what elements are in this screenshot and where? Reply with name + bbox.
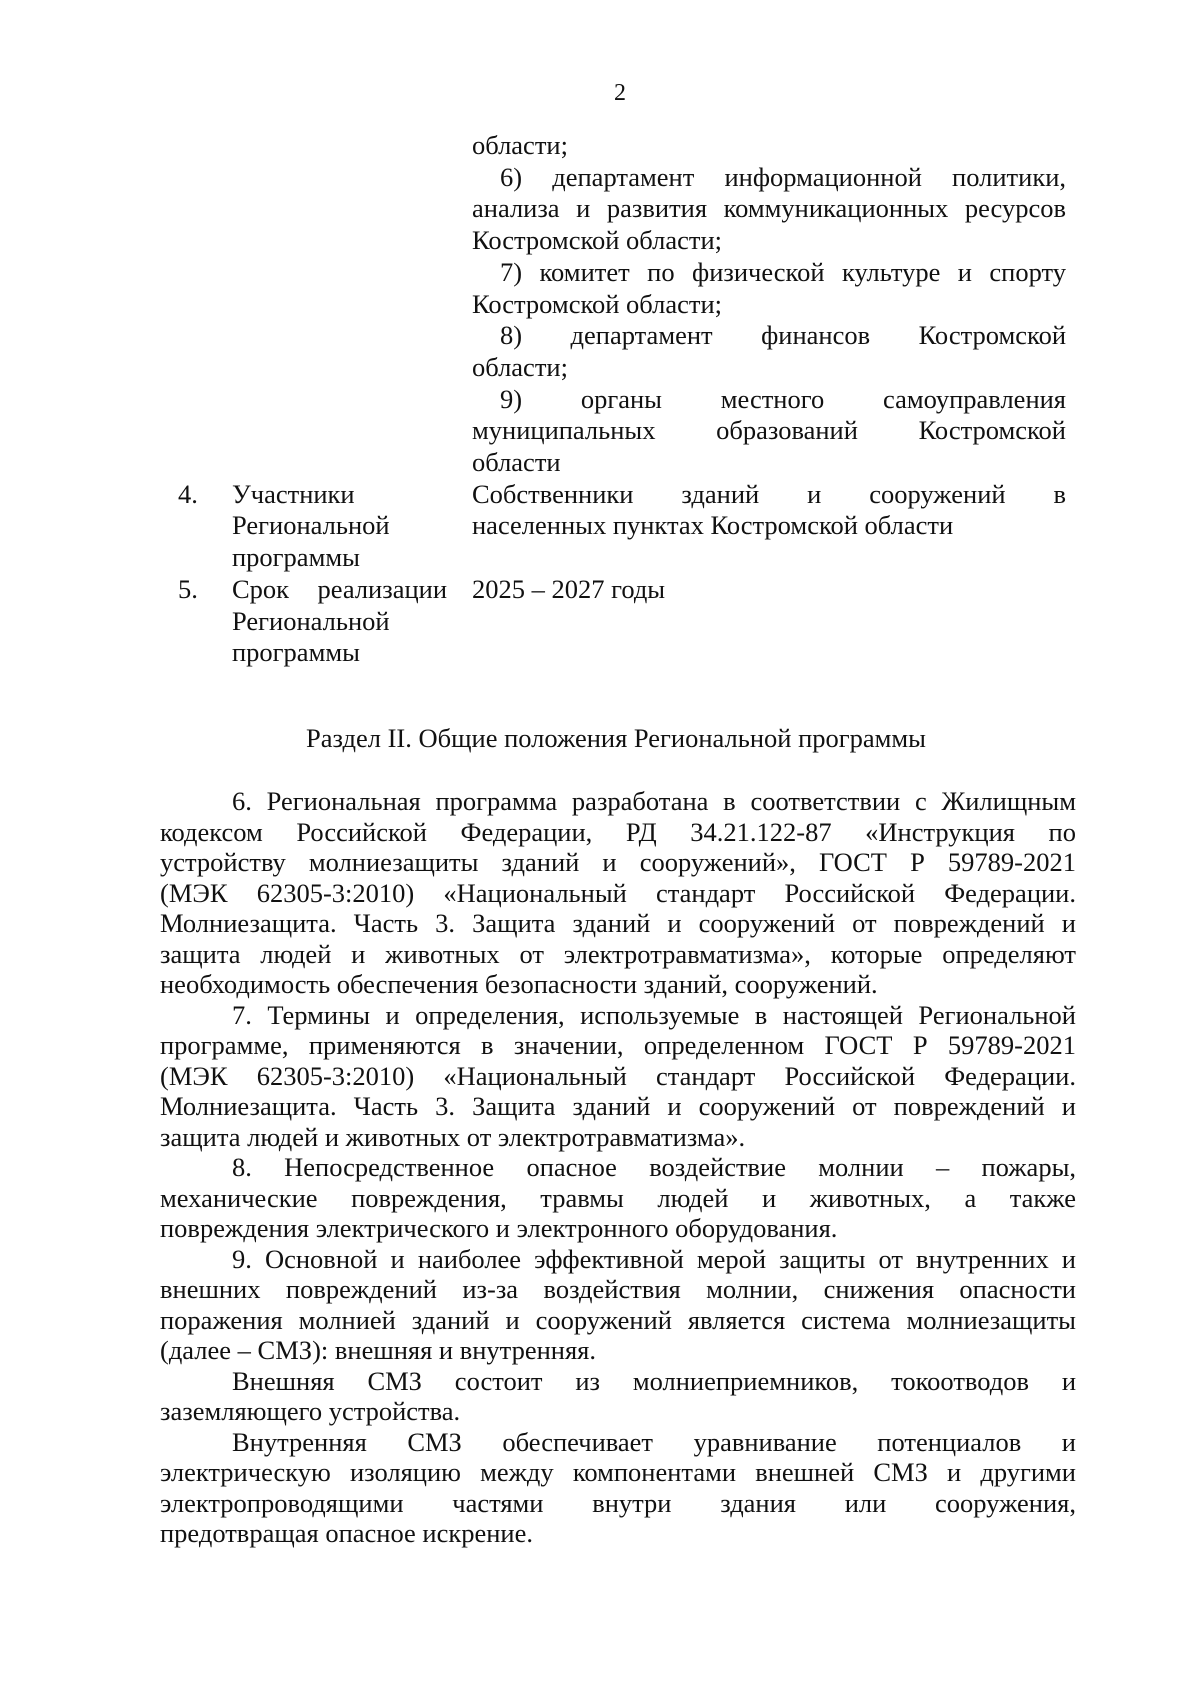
body-line: 6. Региональная программа разработана в соответствии с Жилищным <box>232 786 1076 816</box>
table-text-line: 7) комитет по физической культуре и спорту <box>500 256 1066 287</box>
body-line: Молниезащита. Часть 3. Защита зданий и сооружений от повреждений и <box>160 1091 1076 1121</box>
row-value-line: Собственники зданий и сооружений в <box>472 478 1066 509</box>
row-number: 5. <box>178 573 198 604</box>
table-text-line: области; <box>472 130 568 160</box>
table-text-line: Костромской области; <box>472 288 722 319</box>
row-name <box>232 479 447 574</box>
passport-table <box>0 130 1200 669</box>
body-line: программе, применяются в значении, определенном ГОСТ Р 59789-2021 <box>160 1030 1076 1060</box>
row-number: 4. <box>178 478 198 509</box>
row-name-line: программы <box>232 542 360 573</box>
row-name-line: Региональной <box>232 605 390 636</box>
body-line: 7. Термины и определения, используемые в настоящей Региональной <box>232 999 1076 1030</box>
continuation-cell <box>472 130 1066 479</box>
body-line: механические повреждения, травмы людей и животных, а также <box>160 1182 1076 1213</box>
body-line: защита людей и животных от электротравматизма», которые определяют <box>160 938 1076 969</box>
body-line: Внутренняя СМЗ обеспечивает уравнивание потенциалов и <box>232 1426 1076 1457</box>
table-text-line: муниципальных образований Костромской <box>472 415 1066 446</box>
row-value <box>472 574 1066 606</box>
body-line: необходимость обеспечения безопасности зданий, сооружений. <box>160 969 878 999</box>
body-line: Молниезащита. Часть 3. Защита зданий и сооружений от повреждений и <box>160 908 1076 938</box>
row-name-line: Региональной <box>232 510 390 541</box>
body-line: (МЭК 62305-3:2010) «Национальный стандарт Российской Федерации. <box>160 1060 1076 1091</box>
row-name-line: Участники <box>232 478 355 509</box>
row-name-line: Срок реализации <box>232 573 447 604</box>
body-line: защита людей и животных от электротравматизма». <box>160 1121 746 1152</box>
table-row <box>0 574 1200 669</box>
table-row <box>0 479 1200 574</box>
body-line: заземляющего устройства. <box>160 1396 461 1426</box>
page-number: 2 <box>614 80 626 106</box>
body-line: Внешняя СМЗ состоит из молниеприемников, токоотводов и <box>232 1365 1076 1396</box>
table-text-line: анализа и развития коммуникационных ресурсов <box>472 193 1066 224</box>
body-line: предотвращая опасное искрение. <box>160 1518 533 1548</box>
body-line: 9. Основной и наиболее эффективной мерой защиты от внутренних и <box>232 1243 1076 1274</box>
body-line: кодексом Российской Федерации, РД 34.21.122-87 «Инструкция по <box>160 816 1076 847</box>
table-text-line: Костромской области; <box>472 225 722 256</box>
body-line: повреждения электрического и электронного оборудования. <box>160 1213 838 1243</box>
row-name-line: программы <box>232 637 360 668</box>
row-name <box>232 574 447 669</box>
body-line: устройству молниезащиты зданий и сооружений», ГОСТ Р 59789-2021 <box>160 847 1076 877</box>
table-text-line: области; <box>472 351 568 382</box>
body-text <box>160 786 1076 1549</box>
body-line: 8. Непосредственное опасное воздействие молнии – пожары, <box>232 1152 1076 1182</box>
row-value-line: 2025 – 2027 годы <box>472 573 666 604</box>
table-text-line: 6) департамент информационной политики, <box>500 161 1066 192</box>
table-text-line: 8) департамент финансов Костромской <box>500 320 1066 351</box>
body-line: (МЭК 62305-3:2010) «Национальный стандарт Российской Федерации. <box>160 877 1076 908</box>
table-rows <box>0 479 1200 669</box>
body-line: электрическую изоляцию между компонентами внешней СМЗ и другими <box>160 1457 1076 1487</box>
body-line: внешних повреждений из-за воздействия молнии, снижения опасности <box>160 1274 1076 1304</box>
section-title: Раздел II. Общие положения Региональной программы <box>306 723 926 753</box>
table-text-line: области <box>472 447 561 478</box>
body-line: электропроводящими частями внутри здания или сооружения, <box>160 1487 1076 1518</box>
table-text-line: 9) органы местного самоуправления <box>500 383 1066 414</box>
row-value <box>472 479 1066 542</box>
body-line: поражения молнией зданий и сооружений является система молниезащиты <box>160 1304 1076 1335</box>
body-line: (далее – СМЗ): внешняя и внутренняя. <box>160 1335 596 1365</box>
row-value-line: населенных пунктах Костромской области <box>472 510 954 541</box>
